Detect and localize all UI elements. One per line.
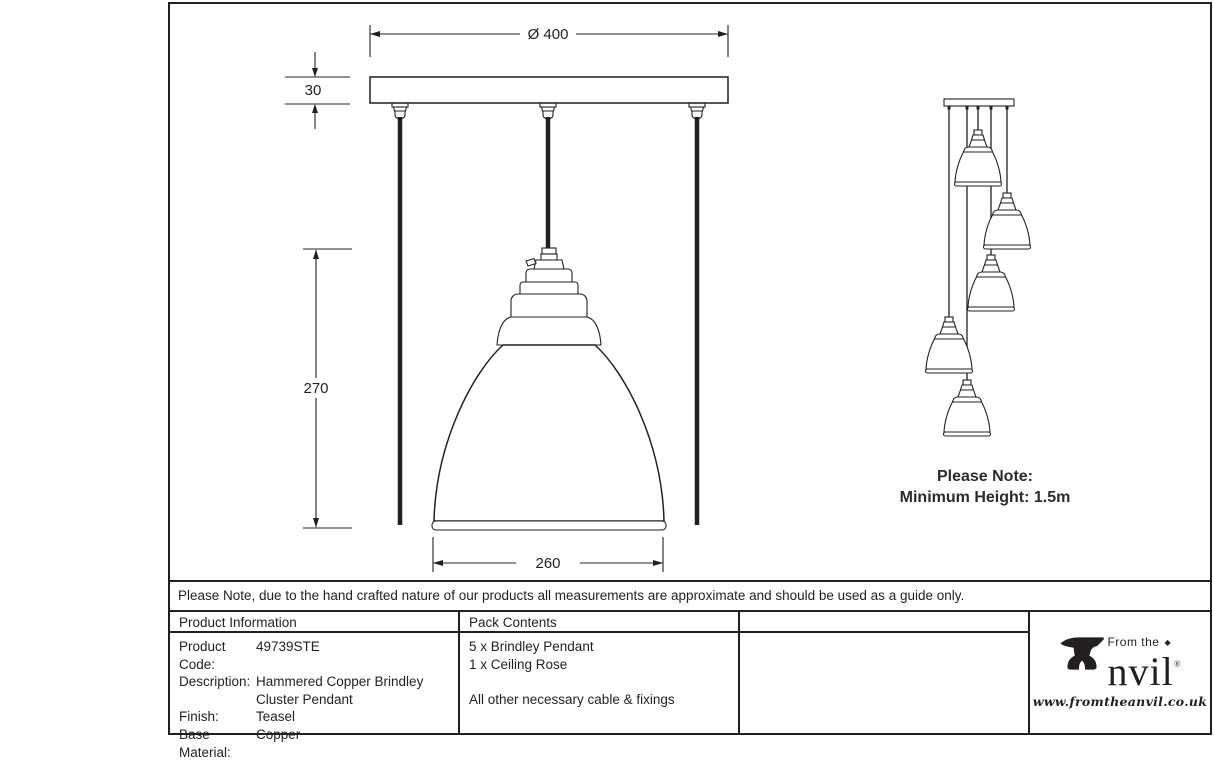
logo-brand: [1107, 648, 1181, 694]
dim-pendant-height-label: 270: [303, 380, 329, 397]
note-line2: Minimum Height: 1.5m: [899, 489, 1071, 506]
finish-row: [179, 708, 449, 726]
pack-contents-line-4: All other necessary cable & fixings: [469, 691, 675, 707]
shade-rim: [432, 521, 666, 530]
dimension-pendant-height: [303, 249, 352, 528]
description-value-2: Cluster Pendant: [256, 691, 353, 707]
base-material-value: Copper: [256, 726, 301, 742]
pack-contents-line-1: 5 x Brindley Pendant: [469, 639, 594, 654]
dim-rose-height-label: 30: [304, 82, 322, 99]
logo-tagline-text: From the: [1107, 635, 1160, 649]
header-pack-contents: Pack Contents: [469, 615, 557, 630]
shade-dome: [434, 345, 664, 521]
pack-contents-line-3: [469, 673, 729, 691]
pack-contents-cell: [469, 638, 729, 708]
logo-text: [1107, 635, 1181, 694]
anvil-icon: [1059, 636, 1105, 671]
ceiling-rose-plate: [370, 77, 728, 103]
cable-grip-right: [689, 103, 705, 119]
registered-mark: ®: [1173, 659, 1181, 669]
logo-tagline: [1107, 636, 1180, 648]
disclaimer-text: Please Note, due to the hand crafted nature of our products all measurements are approximate and should be used as a guide only.: [178, 588, 965, 603]
finish-value: Teasel: [256, 709, 296, 725]
cable-grip-left: [392, 103, 408, 119]
table-divider-2: [738, 610, 740, 735]
logo-website: www.fromtheanvil.co.uk: [1032, 694, 1208, 709]
product-code-value: 49739STE: [256, 639, 320, 654]
pack-contents-line-2: 1 x Ceiling Rose: [469, 656, 568, 672]
logo-lockup: [1059, 635, 1181, 694]
product-code-label: Product Code:: [179, 639, 226, 672]
finish-label: Finish:: [179, 709, 219, 725]
logo-brand-text: nvil: [1107, 649, 1174, 694]
description-row: [179, 673, 449, 691]
dim-diameter-label: Ø 400: [527, 26, 569, 43]
lamp-holder: [511, 248, 587, 317]
description-row-2: [179, 691, 449, 709]
table-divider-1: [458, 610, 460, 735]
description-label-2: [179, 691, 256, 709]
shade-neck: [497, 317, 601, 345]
cluster-pendant-5: [944, 380, 991, 436]
base-material-row: [179, 726, 449, 761]
cluster-pendant-3: [968, 255, 1015, 311]
table-line-top: [168, 580, 1212, 582]
brindley-pendant-front-view: [432, 248, 666, 530]
description-label: Description:: [179, 674, 251, 690]
cluster-pendant-1: [955, 130, 1002, 186]
dimension-diameter: [370, 25, 728, 57]
table-line-header-bottom: [168, 631, 1030, 633]
base-material-label: Base Material:: [179, 726, 231, 760]
product-information-cell: [179, 638, 449, 761]
dimension-shade-diameter: [433, 537, 663, 572]
brand-logo: [1030, 612, 1210, 733]
dimension-rose-height: [285, 52, 350, 129]
header-product-information: Product Information: [179, 615, 297, 630]
description-value: Hammered Copper Brindley: [256, 674, 424, 690]
cluster-overview: [900, 99, 1071, 506]
diamond-icon: ◆: [1164, 638, 1172, 647]
cluster-ceiling-plate: [944, 99, 1014, 106]
note-line1: Please Note:: [936, 468, 1034, 485]
cable-grip-center: [540, 103, 556, 119]
dim-shade-diameter-label: 260: [535, 555, 561, 572]
cluster-pendant-4: [926, 317, 973, 373]
product-code-row: [179, 638, 449, 673]
